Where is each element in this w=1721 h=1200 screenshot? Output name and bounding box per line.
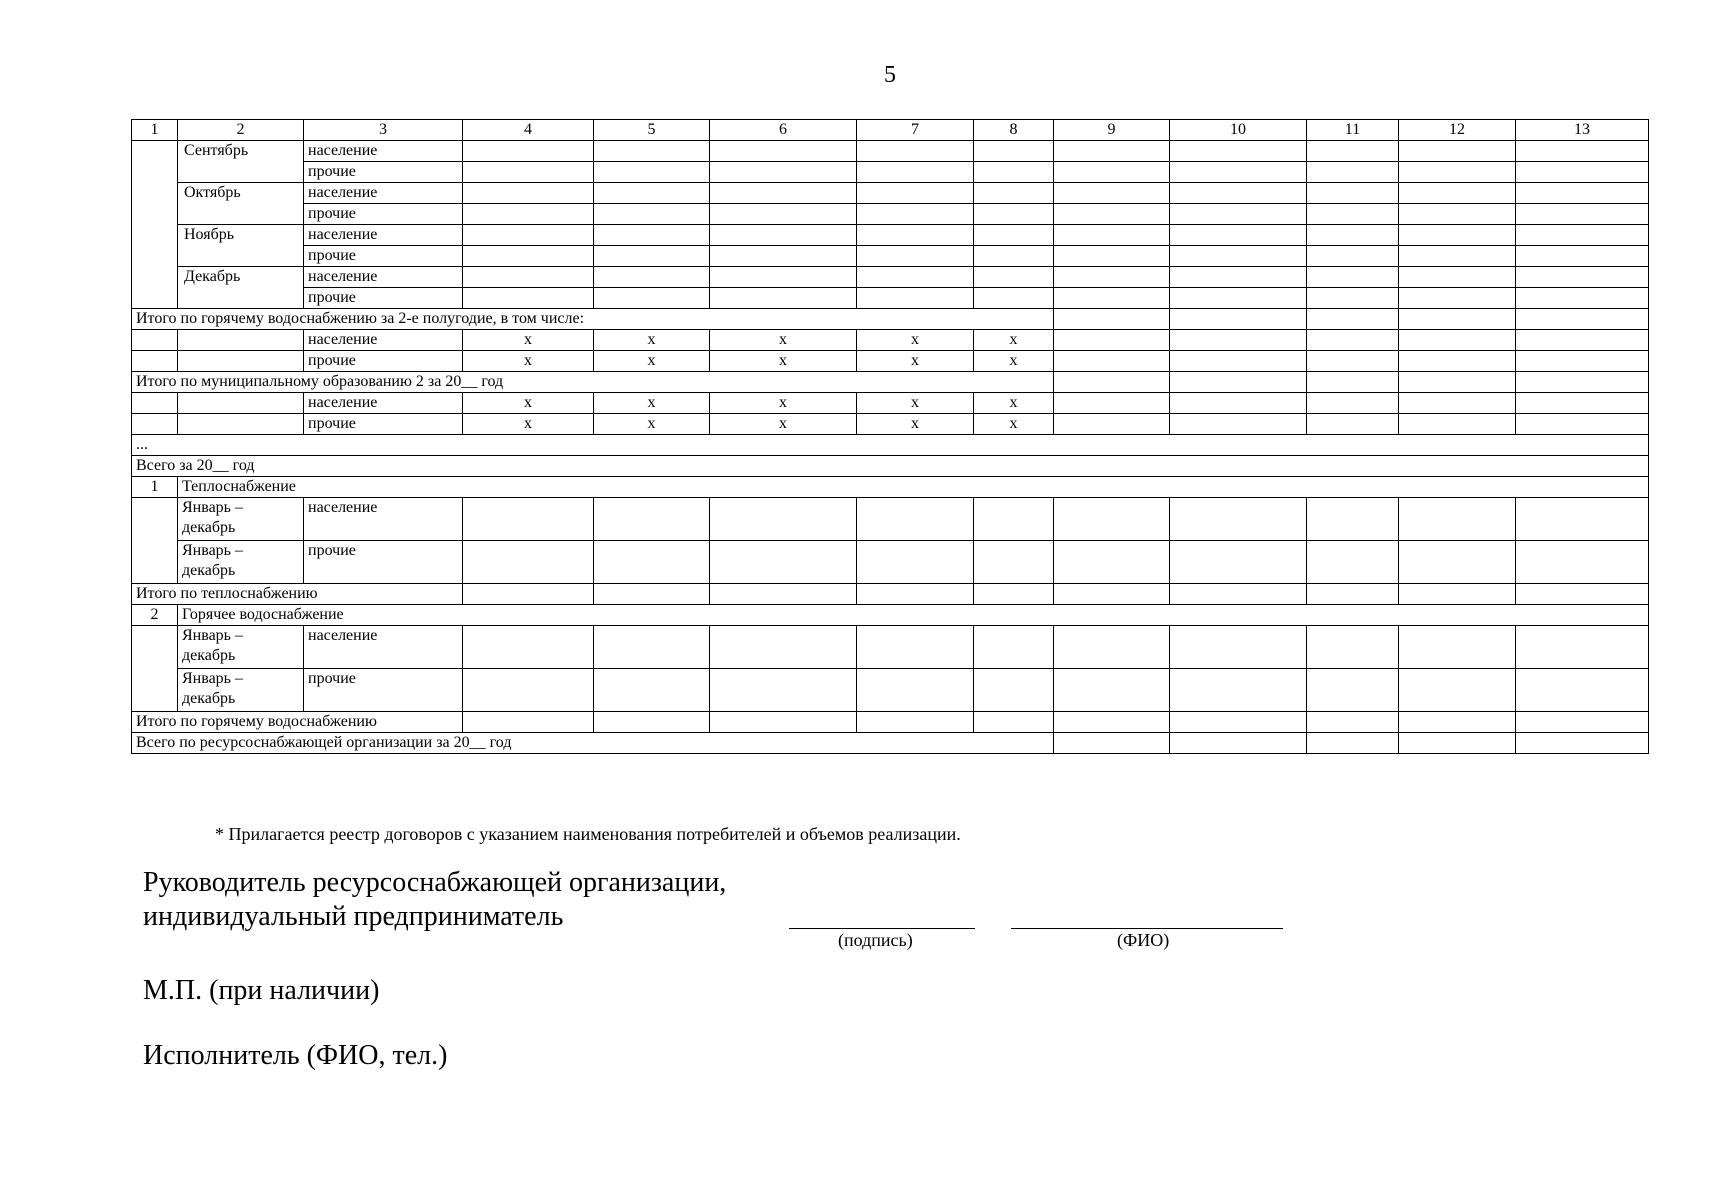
total-org-label: Всего по ресурсоснабжающей организации за 20__ год <box>132 733 1054 754</box>
x-mark: x <box>974 330 1054 351</box>
empty-cell <box>857 541 974 584</box>
category-cell: население <box>304 225 463 246</box>
empty-cell <box>1307 204 1399 225</box>
empty-cell <box>1170 288 1307 309</box>
empty-cell <box>594 204 710 225</box>
empty-cell <box>1516 309 1649 330</box>
x-row <box>132 414 1649 435</box>
table-body <box>132 120 1649 754</box>
total-heat-label: Итого по теплоснабжению <box>132 584 463 605</box>
month-row <box>132 267 1649 288</box>
empty-cell <box>1307 669 1399 712</box>
empty-cell <box>594 669 710 712</box>
category-cell: прочие <box>304 669 463 712</box>
page-number: 5 <box>884 62 896 88</box>
empty-cell <box>1516 414 1649 435</box>
empty-cell <box>463 267 594 288</box>
category-cell: население <box>304 393 463 414</box>
empty-cell <box>1516 288 1649 309</box>
empty-cell <box>1170 712 1307 733</box>
empty-cell <box>1516 372 1649 393</box>
period-label: Январь – декабрь <box>178 626 304 669</box>
header-cell: 6 <box>710 120 857 141</box>
category-cell: население <box>304 267 463 288</box>
blank-cell <box>132 498 178 584</box>
empty-cell <box>710 141 857 162</box>
category-cell: прочие <box>304 414 463 435</box>
empty-cell <box>1307 183 1399 204</box>
total-org <box>132 733 1649 754</box>
empty-cell <box>1054 351 1170 372</box>
jan-dec-row <box>132 626 1649 669</box>
empty-cell <box>594 584 710 605</box>
empty-cell <box>710 267 857 288</box>
empty-cell <box>1307 225 1399 246</box>
empty-cell <box>1307 351 1399 372</box>
empty-cell <box>857 162 974 183</box>
empty-cell <box>974 626 1054 669</box>
empty-cell <box>1516 626 1649 669</box>
empty-cell <box>1054 733 1170 754</box>
empty-cell <box>1399 225 1516 246</box>
empty-cell <box>857 712 974 733</box>
empty-cell <box>1170 626 1307 669</box>
ellipsis <box>132 435 1649 456</box>
empty-cell <box>1054 204 1170 225</box>
empty-cell <box>594 162 710 183</box>
category-cell: прочие <box>304 288 463 309</box>
empty-cell <box>1054 246 1170 267</box>
empty-cell <box>463 669 594 712</box>
empty-cell <box>1399 372 1516 393</box>
empty-cell <box>1399 288 1516 309</box>
category-cell: прочие <box>304 351 463 372</box>
header-cell: 8 <box>974 120 1054 141</box>
empty-cell <box>1170 246 1307 267</box>
empty-cell <box>1054 330 1170 351</box>
header-cell: 4 <box>463 120 594 141</box>
category-cell: население <box>304 498 463 541</box>
empty-cell <box>857 141 974 162</box>
empty-cell <box>1054 669 1170 712</box>
month-row <box>132 288 1649 309</box>
empty-cell <box>1307 498 1399 541</box>
empty-cell <box>132 351 178 372</box>
x-row <box>132 351 1649 372</box>
empty-cell <box>1399 414 1516 435</box>
empty-cell <box>1170 225 1307 246</box>
empty-cell <box>1054 183 1170 204</box>
empty-cell <box>1516 393 1649 414</box>
empty-cell <box>1516 204 1649 225</box>
empty-cell <box>974 204 1054 225</box>
empty-cell <box>594 225 710 246</box>
empty-cell <box>132 393 178 414</box>
empty-cell <box>710 626 857 669</box>
empty-cell <box>1170 183 1307 204</box>
empty-cell <box>710 712 857 733</box>
signature-title <box>143 866 726 934</box>
empty-cell <box>1054 267 1170 288</box>
empty-cell <box>1399 267 1516 288</box>
period-label: Январь – декабрь <box>178 669 304 712</box>
empty-cell <box>594 183 710 204</box>
x-mark: x <box>594 414 710 435</box>
empty-cell <box>974 541 1054 584</box>
empty-cell <box>1516 498 1649 541</box>
x-mark: x <box>594 351 710 372</box>
empty-cell <box>1054 498 1170 541</box>
empty-cell <box>178 393 304 414</box>
empty-cell <box>974 183 1054 204</box>
empty-cell <box>1054 372 1170 393</box>
empty-cell <box>1399 626 1516 669</box>
empty-cell <box>1307 712 1399 733</box>
empty-cell <box>1054 309 1170 330</box>
empty-cell <box>1307 414 1399 435</box>
empty-cell <box>463 225 594 246</box>
empty-cell <box>1307 288 1399 309</box>
empty-cell <box>974 498 1054 541</box>
empty-cell <box>1054 712 1170 733</box>
empty-cell <box>594 712 710 733</box>
empty-cell <box>710 183 857 204</box>
empty-cell <box>857 669 974 712</box>
jan-dec-row <box>132 541 1649 584</box>
empty-cell <box>974 267 1054 288</box>
empty-cell <box>1170 584 1307 605</box>
empty-cell <box>1307 372 1399 393</box>
empty-cell <box>463 712 594 733</box>
empty-cell <box>857 626 974 669</box>
empty-cell <box>1399 393 1516 414</box>
empty-cell <box>1170 669 1307 712</box>
empty-cell <box>132 330 178 351</box>
x-mark: x <box>710 393 857 414</box>
total-year-label: Всего за 20__ год <box>132 456 1649 477</box>
x-mark: x <box>974 351 1054 372</box>
x-mark: x <box>594 330 710 351</box>
empty-cell <box>1516 225 1649 246</box>
empty-cell <box>974 246 1054 267</box>
category-cell: прочие <box>304 204 463 225</box>
month-row <box>132 204 1649 225</box>
empty-cell <box>1516 584 1649 605</box>
x-mark: x <box>974 393 1054 414</box>
empty-cell <box>710 204 857 225</box>
empty-cell <box>1399 712 1516 733</box>
empty-cell <box>1399 309 1516 330</box>
empty-cell <box>1516 669 1649 712</box>
section-header <box>132 605 1649 626</box>
total-hw-h2-label: Итого по горячему водоснабжению за 2-е полугодие, в том числе: <box>132 309 1054 330</box>
empty-cell <box>1054 584 1170 605</box>
empty-cell <box>1170 204 1307 225</box>
empty-cell <box>1516 712 1649 733</box>
empty-cell <box>710 288 857 309</box>
empty-cell <box>1170 393 1307 414</box>
empty-cell <box>1399 733 1516 754</box>
empty-cell <box>1307 267 1399 288</box>
empty-cell <box>463 162 594 183</box>
empty-cell <box>1307 584 1399 605</box>
x-mark: x <box>857 414 974 435</box>
empty-cell <box>1516 141 1649 162</box>
empty-cell <box>974 162 1054 183</box>
empty-cell <box>1516 541 1649 584</box>
empty-cell <box>1307 330 1399 351</box>
empty-cell <box>1054 541 1170 584</box>
empty-cell <box>1399 498 1516 541</box>
empty-cell <box>1399 669 1516 712</box>
x-mark: x <box>710 414 857 435</box>
month-label: Октябрь <box>178 183 304 225</box>
empty-cell <box>1054 626 1170 669</box>
empty-cell <box>974 584 1054 605</box>
empty-cell <box>463 498 594 541</box>
empty-cell <box>594 141 710 162</box>
empty-cell <box>710 246 857 267</box>
empty-cell <box>594 267 710 288</box>
empty-cell <box>1170 330 1307 351</box>
category-cell: население <box>304 141 463 162</box>
month-label: Сентябрь <box>178 141 304 183</box>
signature-line1: Руководитель ресурсоснабжающей организации, <box>143 867 727 898</box>
x-mark: x <box>463 393 594 414</box>
month-row <box>132 225 1649 246</box>
month-label: Ноябрь <box>178 225 304 267</box>
header-cell: 12 <box>1399 120 1516 141</box>
empty-cell <box>1399 351 1516 372</box>
signature-line2: индивидуальный предприниматель <box>143 901 564 932</box>
month-label: Декабрь <box>178 267 304 309</box>
x-mark: x <box>463 330 594 351</box>
empty-cell <box>1170 351 1307 372</box>
total-year <box>132 456 1649 477</box>
blank-cell <box>132 141 178 309</box>
empty-cell <box>974 712 1054 733</box>
signature-caption: (подпись) <box>838 930 913 950</box>
x-mark: x <box>857 330 974 351</box>
empty-cell <box>1307 541 1399 584</box>
empty-cell <box>710 584 857 605</box>
category-cell: прочие <box>304 541 463 584</box>
empty-cell <box>1170 267 1307 288</box>
jan-dec-row <box>132 498 1649 541</box>
x-row <box>132 330 1649 351</box>
total-heat <box>132 584 1649 605</box>
category-cell: прочие <box>304 246 463 267</box>
month-row <box>132 183 1649 204</box>
empty-cell <box>974 669 1054 712</box>
empty-cell <box>1170 372 1307 393</box>
empty-cell <box>857 225 974 246</box>
empty-cell <box>463 141 594 162</box>
blank-cell <box>132 626 178 712</box>
header-cell: 7 <box>857 120 974 141</box>
empty-cell <box>857 204 974 225</box>
empty-cell <box>1516 267 1649 288</box>
empty-cell <box>1054 162 1170 183</box>
empty-cell <box>710 162 857 183</box>
empty-cell <box>1307 733 1399 754</box>
empty-cell <box>178 330 304 351</box>
empty-cell <box>1170 162 1307 183</box>
empty-cell <box>710 669 857 712</box>
header-cell: 2 <box>178 120 304 141</box>
empty-cell <box>974 225 1054 246</box>
empty-cell <box>1516 162 1649 183</box>
empty-cell <box>1054 141 1170 162</box>
category-cell: население <box>304 626 463 669</box>
header-cell: 10 <box>1170 120 1307 141</box>
header-cell: 5 <box>594 120 710 141</box>
empty-cell <box>178 414 304 435</box>
report-table <box>131 119 1649 754</box>
section-header <box>132 477 1649 498</box>
total-hw-label: Итого по горячему водоснабжению <box>132 712 463 733</box>
empty-cell <box>857 584 974 605</box>
x-row <box>132 393 1649 414</box>
category-cell: население <box>304 330 463 351</box>
signature-field-line <box>789 928 975 929</box>
header-row <box>132 120 1649 141</box>
empty-cell <box>1399 183 1516 204</box>
empty-cell <box>1170 733 1307 754</box>
empty-cell <box>1170 498 1307 541</box>
empty-cell <box>1516 330 1649 351</box>
empty-cell <box>1399 162 1516 183</box>
empty-cell <box>857 288 974 309</box>
category-cell: прочие <box>304 162 463 183</box>
empty-cell <box>857 246 974 267</box>
footnote: * Прилагается реестр договоров с указанием наименования потребителей и объемов реализации. <box>215 824 961 844</box>
empty-cell <box>463 183 594 204</box>
empty-cell <box>594 246 710 267</box>
empty-cell <box>1307 162 1399 183</box>
empty-cell <box>1307 626 1399 669</box>
empty-cell <box>463 626 594 669</box>
total-hw-h2 <box>132 309 1649 330</box>
total-mo2 <box>132 372 1649 393</box>
empty-cell <box>132 414 178 435</box>
empty-cell <box>594 541 710 584</box>
empty-cell <box>1054 414 1170 435</box>
empty-cell <box>1170 309 1307 330</box>
x-mark: x <box>857 351 974 372</box>
category-cell: население <box>304 183 463 204</box>
empty-cell <box>1307 141 1399 162</box>
empty-cell <box>710 498 857 541</box>
empty-cell <box>710 225 857 246</box>
empty-cell <box>1399 584 1516 605</box>
empty-cell <box>1399 330 1516 351</box>
empty-cell <box>1399 141 1516 162</box>
empty-cell <box>857 267 974 288</box>
empty-cell <box>1516 183 1649 204</box>
empty-cell <box>1054 393 1170 414</box>
period-label: Январь – декабрь <box>178 498 304 541</box>
empty-cell <box>974 288 1054 309</box>
empty-cell <box>594 626 710 669</box>
empty-cell <box>1054 288 1170 309</box>
section-title: Теплоснабжение <box>178 477 1649 498</box>
empty-cell <box>710 541 857 584</box>
header-cell: 1 <box>132 120 178 141</box>
fio-caption: (ФИО) <box>1117 930 1170 950</box>
header-cell: 3 <box>304 120 463 141</box>
empty-cell <box>1170 414 1307 435</box>
ellipsis-label: ... <box>132 435 1649 456</box>
empty-cell <box>1307 246 1399 267</box>
empty-cell <box>1170 141 1307 162</box>
section-number: 1 <box>132 477 178 498</box>
empty-cell <box>857 498 974 541</box>
empty-cell <box>1307 393 1399 414</box>
empty-cell <box>1516 733 1649 754</box>
x-mark: x <box>463 351 594 372</box>
x-mark: x <box>974 414 1054 435</box>
fio-field-line <box>1011 928 1283 929</box>
total-mo2-label: Итого по муниципальному образованию 2 за 20__ год <box>132 372 1054 393</box>
x-mark: x <box>710 351 857 372</box>
section-number: 2 <box>132 605 178 626</box>
jan-dec-row <box>132 669 1649 712</box>
empty-cell <box>463 584 594 605</box>
total-hw <box>132 712 1649 733</box>
period-label: Январь – декабрь <box>178 541 304 584</box>
header-cell: 9 <box>1054 120 1170 141</box>
stamp-label: М.П. (при наличии) <box>143 975 380 1006</box>
empty-cell <box>463 288 594 309</box>
month-row <box>132 246 1649 267</box>
empty-cell <box>594 498 710 541</box>
x-mark: x <box>710 330 857 351</box>
empty-cell <box>1399 246 1516 267</box>
empty-cell <box>1399 204 1516 225</box>
empty-cell <box>1399 541 1516 584</box>
x-mark: x <box>463 414 594 435</box>
month-row <box>132 141 1649 162</box>
month-row <box>132 162 1649 183</box>
empty-cell <box>1170 541 1307 584</box>
empty-cell <box>463 246 594 267</box>
empty-cell <box>1054 225 1170 246</box>
empty-cell <box>857 183 974 204</box>
section-title: Горячее водоснабжение <box>178 605 1649 626</box>
empty-cell <box>1516 246 1649 267</box>
empty-cell <box>463 204 594 225</box>
x-mark: x <box>594 393 710 414</box>
header-cell: 13 <box>1516 120 1649 141</box>
empty-cell <box>1307 309 1399 330</box>
empty-cell <box>594 288 710 309</box>
executor-label: Исполнитель (ФИО, тел.) <box>143 1040 448 1071</box>
empty-cell <box>1516 351 1649 372</box>
empty-cell <box>463 541 594 584</box>
empty-cell <box>178 351 304 372</box>
header-cell: 11 <box>1307 120 1399 141</box>
empty-cell <box>974 141 1054 162</box>
x-mark: x <box>857 393 974 414</box>
